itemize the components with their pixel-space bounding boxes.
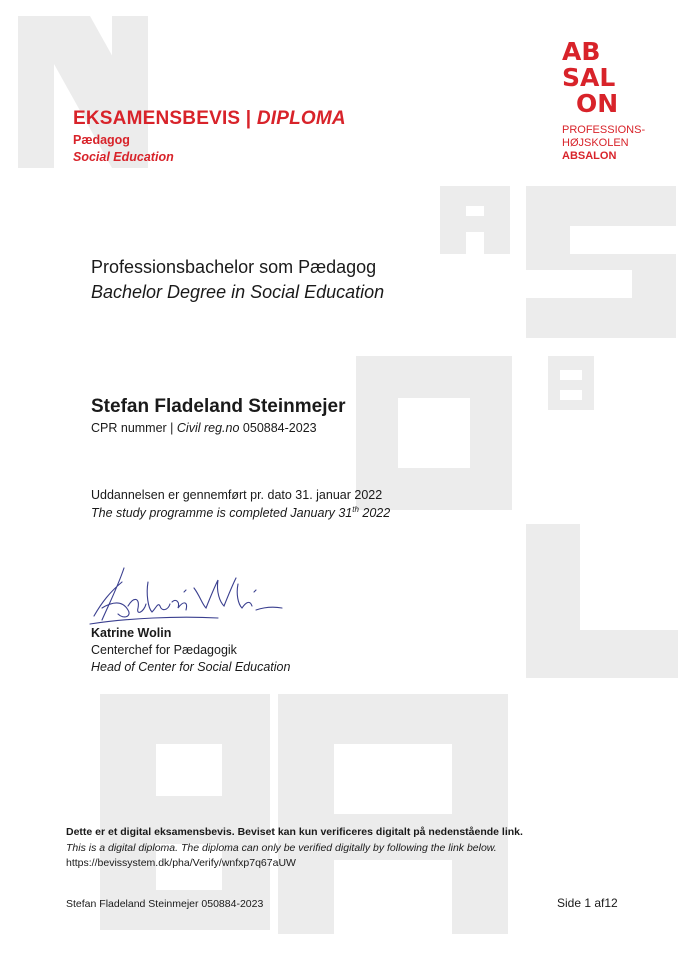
logo-mark-line-1: AB bbox=[562, 38, 601, 66]
student-cpr bbox=[91, 421, 317, 435]
logo-text-line-1: PROFESSIONS- bbox=[562, 124, 646, 136]
absalon-logo-mark bbox=[562, 38, 642, 116]
watermark-letter-b-small bbox=[548, 356, 594, 410]
title-en: DIPLOMA bbox=[256, 108, 346, 129]
signatory-name: Katrine Wolin bbox=[91, 626, 172, 640]
programme-name-en: Social Education bbox=[73, 150, 174, 164]
title-separator: | bbox=[245, 108, 252, 129]
completion-text-da: Uddannelsen er gennemført pr. dato 31. januar 2022 bbox=[91, 488, 383, 502]
watermark-letter-a bbox=[278, 694, 508, 934]
cpr-label-en: Civil reg.no bbox=[176, 421, 240, 435]
logo-mark-line-3: ON bbox=[576, 89, 619, 116]
cpr-label-da: CPR nummer | bbox=[91, 421, 177, 435]
completion-en-prefix: The study programme is completed January 31 bbox=[91, 506, 353, 521]
logo-mark-line-2: SAL bbox=[562, 63, 616, 92]
watermark-letter-b bbox=[100, 694, 270, 930]
watermark-letter-s bbox=[526, 186, 676, 338]
verification-link[interactable]: https://bevissystem.dk/pha/Verify/wnfxp7q67aUW bbox=[66, 857, 296, 869]
diploma-title bbox=[73, 108, 346, 130]
footer-student-info: Stefan Fladeland Steinmejer 050884-2023 bbox=[66, 898, 264, 910]
watermark-letter-l bbox=[526, 524, 678, 678]
title-da: EKSAMENSBEVIS bbox=[73, 108, 241, 129]
page-number: Side 1 af12 bbox=[557, 896, 618, 910]
watermark-letter-a-small bbox=[440, 186, 510, 254]
signatory-role-en: Head of Center for Social Education bbox=[91, 660, 291, 674]
logo-text-line-2: HØJSKOLEN bbox=[562, 137, 629, 149]
watermark-letter-o bbox=[356, 356, 512, 510]
completion-text-en bbox=[91, 505, 390, 520]
completion-en-suffix: 2022 bbox=[358, 506, 391, 521]
verification-notice-en: This is a digital diploma. The diploma can only be verified digitally by following the link below. bbox=[66, 842, 497, 854]
verification-notice-da: Dette er et digital eksamensbevis. Beviset kan kun verificeres digitalt på nedenstående link. bbox=[66, 826, 523, 838]
absalon-logo bbox=[562, 38, 652, 163]
logo-text-line-3: ABSALON bbox=[562, 150, 617, 162]
logo-wordmark bbox=[562, 124, 652, 163]
handwritten-signature bbox=[88, 562, 288, 628]
student-name: Stefan Fladeland Steinmejer bbox=[91, 396, 346, 417]
degree-title-en: Bachelor Degree in Social Education bbox=[91, 282, 385, 302]
programme-name-da: Pædagog bbox=[73, 133, 130, 147]
degree-title-da: Professionsbachelor som Pædagog bbox=[91, 257, 377, 277]
cpr-value: 050884-2023 bbox=[239, 421, 317, 435]
completion-en-sup: th bbox=[352, 505, 359, 514]
signatory-role-da: Centerchef for Pædagogik bbox=[91, 643, 237, 657]
